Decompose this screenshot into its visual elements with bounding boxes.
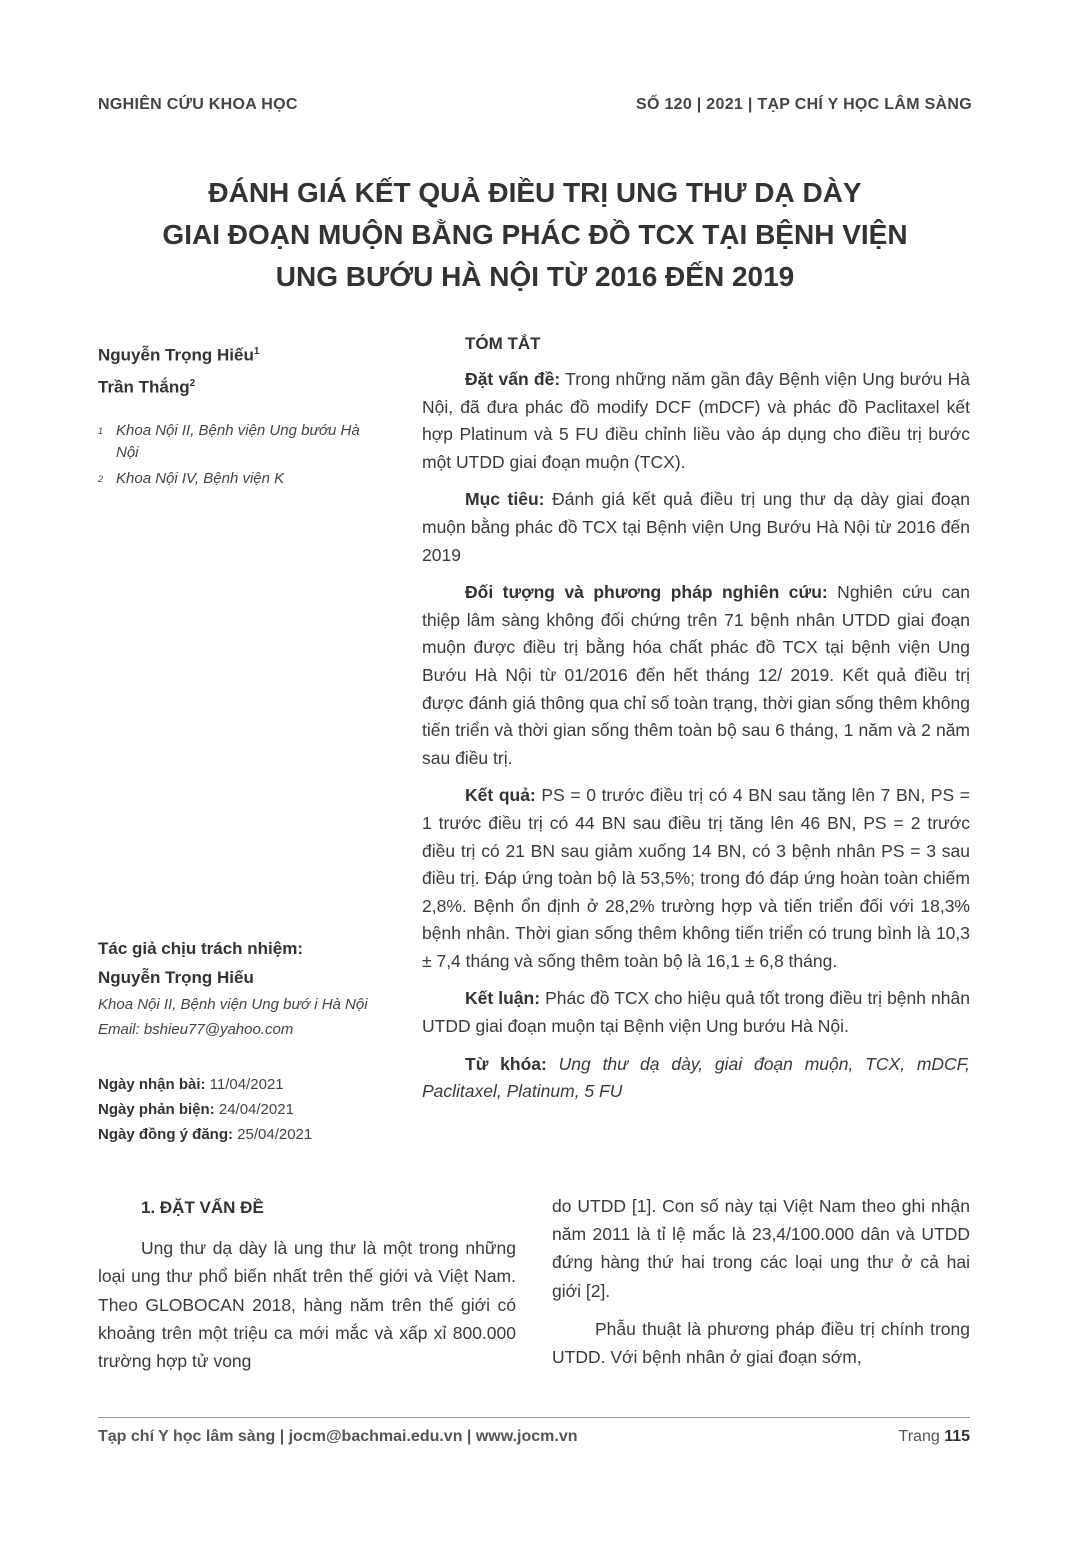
- body-column-left: [98, 1194, 516, 1385]
- footer-journal-info: Tạp chí Y học lâm sàng | jocm@bachmai.edu.vn | www.jocm.vn: [98, 1428, 578, 1445]
- title-line-3: UNG BƯỚU HÀ NỘI TỪ 2016 ĐẾN 2019: [275, 261, 795, 292]
- footer-divider: [98, 1417, 970, 1418]
- date-accepted: Ngày đồng ý đăng: 25/04/2021: [98, 1126, 313, 1143]
- title-line-2: GIAI ĐOẠN MUỘN BẰNG PHÁC ĐỒ TCX TẠI BỆNH VIỆN: [162, 219, 908, 250]
- section-heading: 1. ĐẶT VẤN ĐỀ: [141, 1198, 264, 1217]
- affiliation-2: 2 Khoa Nội IV, Bệnh viện K: [98, 470, 285, 487]
- author-1: Nguyễn Trọng Hiếu$^1$: [98, 345, 260, 365]
- body-paragraph: Ung thư dạ dày là ung thư là một trong những loại ung thư phổ biến nhất trên thế giới và Việt Nam. Theo GLOBOCAN 2018, hàng năm trên thế giới có khoảng trên một triệu ca mới mắc và xấp xỉ 800.000 trường hợp tử vong: [98, 1238, 516, 1372]
- affiliation-1: 1 Khoa Nội II, Bệnh viện Ung bướu Hà Nội: [98, 422, 360, 461]
- page-number: Trang 115: [898, 1428, 970, 1445]
- author-2: Trần Thắng$^2$: [98, 377, 196, 397]
- title-line-1: ĐÁNH GIÁ KẾT QUẢ ĐIỀU TRỊ UNG THƯ DẠ DÀY: [208, 177, 862, 208]
- corresponding-name: Nguyễn Trọng Hiếu: [98, 968, 254, 987]
- abstract-methods: Đối tượng và phương pháp nghiên cứu: Nghiên cứu can thiệp lâm sàng không đối chứng trên 71 bệnh nhân UTDD giai đoạn muộn được điều trị bằng hóa chất phác đồ TCX tại bệnh viện Ung Bướu Hà Nội từ 01/2016 đến hết tháng 12/ 2019. Kết quả điều trị được đánh giá thông qua chỉ số toàn trạng, thời gian sống thêm không tiến triển và thời gian sống thêm toàn bộ sau 6 tháng, 1 năm và 2 năm sau điều trị.: [422, 582, 970, 768]
- date-reviewed: Ngày phản biện: 24/04/2021: [98, 1101, 294, 1118]
- body-paragraph-continued: do UTDD [1]. Con số này tại Việt Nam theo ghi nhận năm 2011 là tỉ lệ mắc là 23,4/100.000 dân và UTDD đứng hàng thứ hai trong các loại ung thư ở cả hai giới [2].: [552, 1196, 970, 1301]
- abstract-background: Đặt vấn đề: Trong những năm gần đây Bệnh viện Ung bướu Hà Nội, đã đưa phác đồ modify DCF (mDCF) và phác đồ Paclitaxel kết hợp Platinum và 5 FU điều chỉnh liều vào áp dụng cho điều trị bước một UTDD giai đoạn muộn (TCX).: [422, 369, 971, 472]
- article-dates: [98, 1072, 398, 1147]
- journal-issue: SỐ 120 | 2021 | TẠP CHÍ Y HỌC LÂM SÀNG: [635, 96, 972, 113]
- body-column-right: [552, 1192, 970, 1381]
- abstract: [422, 334, 970, 1116]
- abstract-conclusion: Kết luận: Phác đồ TCX cho hiệu quả tốt trong điều trị bệnh nhân UTDD giai đoạn muộn tại Bệnh viện Ung bướu Hà Nội.: [422, 988, 970, 1037]
- affiliation-list: [98, 420, 368, 494]
- abstract-heading: TÓM TẮT: [465, 334, 541, 353]
- body-paragraph: Phẫu thuật là phương pháp điều trị chính trong UTDD. Với bệnh nhân ở giai đoạn sớm,: [552, 1318, 970, 1368]
- author-list: [98, 338, 398, 401]
- abstract-objective: Mục tiêu: Đánh giá kết quả điều trị ung thư dạ dày giai đoạn muộn bằng phác đồ TCX tại Bệnh viện Ung Bướu Hà Nội từ 2016 đến 2019: [422, 489, 970, 565]
- corresponding-author: [98, 934, 398, 1042]
- abstract-keywords: Từ khóa: Ung thư dạ dày, giai đoạn muộn, TCX, mDCF, Paclitaxel, Platinum, 5 FU: [422, 1053, 970, 1102]
- article-title: [100, 172, 970, 298]
- corresponding-affiliation: Khoa Nội II, Bệnh viện Ung bướ i Hà Nội: [98, 996, 368, 1013]
- running-header: [98, 96, 972, 114]
- corresponding-label: Tác giả chịu trách nhiệm:: [98, 939, 303, 958]
- page-footer: [98, 1428, 970, 1446]
- corresponding-email: Email: bshieu77@yahoo.com: [98, 1021, 294, 1038]
- date-received: Ngày nhận bài: 11/04/2021: [98, 1076, 284, 1093]
- journal-section: NGHIÊN CỨU KHOA HỌC: [98, 96, 298, 113]
- abstract-results: Kết quả: PS = 0 trước điều trị có 4 BN sau tăng lên 7 BN, PS = 1 trước điều trị có 44 BN sau điều trị tăng lên 46 BN, PS = 2 trước điều trị có 21 BN sau giảm xuống 14 BN, có 3 bệnh nhân PS = 3 sau điều trị. Đáp ứng toàn bộ là 53,5%; trong đó đáp ứng hoàn toàn chiếm 2,8%. Bệnh ổn định ở 28,2% trường hợp và tiến triển đối với 18,3% bệnh nhân. Thời gian sống thêm không tiến triển có trung bình là 10,3 ± 7,4 tháng và sống thêm toàn bộ là 16,1 ± 6,8 tháng.: [422, 785, 970, 971]
